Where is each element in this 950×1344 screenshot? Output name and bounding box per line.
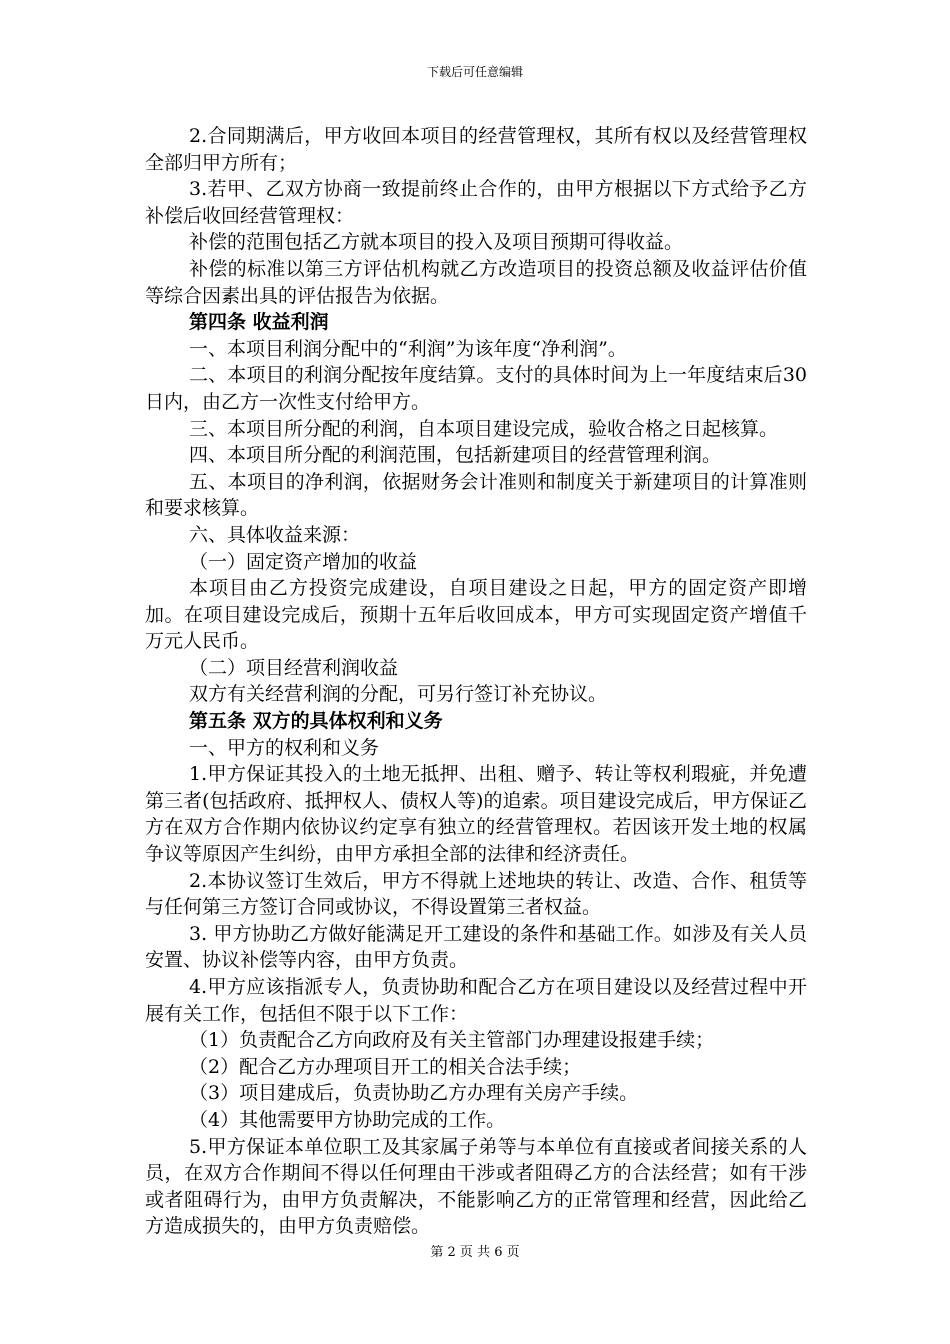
paragraph: 补偿的标准以第三方评估机构就乙方改造项目的投资总额及收益评估价值等综合因素出具的评估报告为依据。 xyxy=(145,257,807,307)
paragraph: （一）固定资产增加的收益 xyxy=(189,550,418,573)
paragraph: （1）负责配合乙方向政府及有关主管部门办理建设报建手续； xyxy=(189,1029,715,1052)
section-heading: 第四条 收益利润 xyxy=(189,311,329,334)
paragraph: （2）配合乙方办理项目开工的相关合法手续； xyxy=(189,1055,582,1078)
paragraph: （二）项目经营利润收益 xyxy=(189,656,399,679)
paragraph: （3）项目建成后，负责协助乙方办理有关房产手续。 xyxy=(189,1082,639,1105)
paragraph: 4.甲方应该指派专人，负责协助和配合乙方在项目建设以及经营过程中开展有关工作，包括但不限于以下工作： xyxy=(145,976,807,1025)
paragraph: 二、本项目的利润分配按年度结算。支付的具体时间为上一年度结束后30日内，由乙方一次性支付给甲方。 xyxy=(145,364,807,413)
paragraph: 本项目由乙方投资完成建设，自项目建设之日起，甲方的固定资产即增加。在项目建设完成后，预期十五年后收回成本，甲方可实现固定资产增值千万元人民币。 xyxy=(145,577,807,653)
paragraph: 3.若甲、乙双方协商一致提前终止合作的，由甲方根据以下方式给予乙方补偿后收回经营管理权： xyxy=(145,178,807,227)
paragraph: 2.本协议签订生效后，甲方不得就上述地块的转让、改造、合作、租赁等与任何第三方签订合同或协议，不得设置第三者权益。 xyxy=(145,869,807,919)
paragraph: 补偿的范围包括乙方就本项目的投入及项目预期可得收益。 xyxy=(189,231,684,254)
section-heading: 第五条 双方的具体权利和义务 xyxy=(189,710,443,733)
paragraph: 五、本项目的净利润，依据财务会计准则和制度关于新建项目的计算准则和要求核算。 xyxy=(145,470,807,520)
paragraph: 3. 甲方协助乙方做好能满足开工建设的条件和基础工作。如涉及有关人员安置、协议补偿等内容，由甲方负责。 xyxy=(145,922,807,972)
paragraph: 双方有关经营利润的分配，可另行签订补充协议。 xyxy=(189,683,608,706)
page-footer: 第 2 页 共 6 页 xyxy=(430,1245,520,1260)
document-body xyxy=(145,123,807,1240)
page-header: 下载后可任意编辑 xyxy=(426,65,523,79)
paragraph: 1.甲方保证其投入的土地无抵押、出租、赠予、转让等权利瑕疵，并免遭第三者(包括政府、抵押权人、债权人等)的追索。项目建设完成后，甲方保证乙方在双方合作期内依协议约定享有独立的经营管理权。若因该开发土地的权属争议等原因产生纠纷，由甲方承担全部的法律和经济责任。 xyxy=(145,763,807,866)
paragraph: 四、本项目所分配的利润范围，包括新建项目的经营管理利润。 xyxy=(189,444,722,467)
paragraph: 六、具体收益来源： xyxy=(189,523,361,546)
paragraph: 5.甲方保证本单位职工及其家属子弟等与本单位有直接或者间接关系的人员，在双方合作期间不得以任何理由干涉或者阻碍乙方的合法经营；如有干涉或者阻碍行为，由甲方负责解决，不能影响乙方的正常管理和经营，因此给乙方造成损失的，由甲方负责赔偿。 xyxy=(145,1135,807,1238)
paragraph: 2.合同期满后，甲方收回本项目的经营管理权，其所有权以及经营管理权全部归甲方所有； xyxy=(145,125,807,174)
paragraph: 一、甲方的权利和义务 xyxy=(189,736,380,759)
paragraph: （4）其他需要甲方协助完成的工作。 xyxy=(189,1108,506,1131)
paragraph: 三、本项目所分配的利润，自本项目建设完成，验收合格之日起核算。 xyxy=(189,417,779,440)
paragraph: 一、本项目利润分配中的“利润”为该年度“净利润”。 xyxy=(189,337,627,360)
